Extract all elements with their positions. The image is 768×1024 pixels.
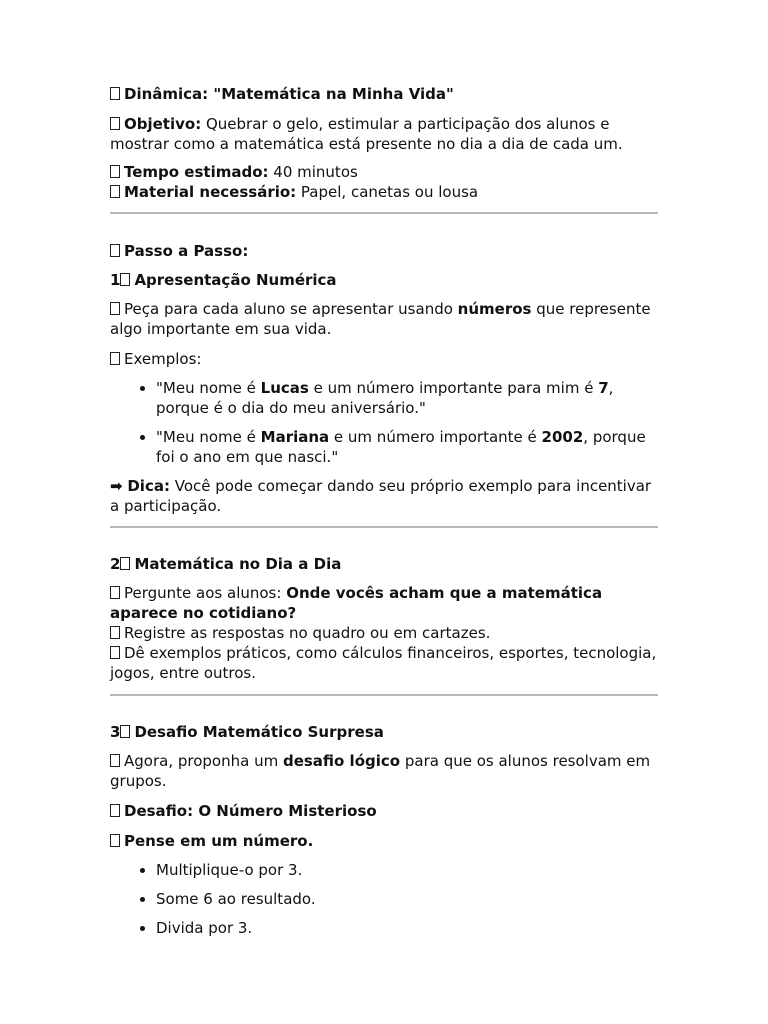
step3-heading: 3 Desafio Matemático Surpresa xyxy=(110,723,384,741)
list-item: • "Meu nome é Mariana e um número importante é 2002, porque foi o ano em que nasci." xyxy=(156,427,658,467)
keycap-icon xyxy=(120,557,130,570)
page-title: Dinâmica: "Matemática na Minha Vida" xyxy=(110,84,658,104)
step2-line: Dê exemplos práticos, como cálculos financeiros, esportes, tecnologia, jogos, entre outros. xyxy=(110,644,657,682)
glyph-icon xyxy=(110,754,120,767)
list-item: • Divida por 3. xyxy=(156,918,658,938)
step1-heading: 1 Apresentação Numérica xyxy=(110,271,337,289)
glyph-icon xyxy=(110,117,120,130)
divider xyxy=(110,526,658,528)
glyph-icon xyxy=(110,646,120,659)
material-line: Material necessário: Papel, canetas ou lousa xyxy=(110,182,658,202)
keycap-icon xyxy=(120,725,130,738)
glyph-icon xyxy=(110,185,120,198)
list-item: • "Meu nome é Lucas e um número importante para mim é 7, porque é o dia do meu aniversário." xyxy=(156,378,658,418)
document-content xyxy=(110,84,658,938)
glyph-icon xyxy=(110,302,120,315)
challenge-title: Desafio: O Número Misterioso xyxy=(110,801,658,821)
glyph-icon xyxy=(110,586,120,599)
step2-question: Pergunte aos alunos: Onde vocês acham que a matemática aparece no cotidiano? xyxy=(110,584,603,622)
glyph-icon xyxy=(110,352,120,365)
glyph-icon xyxy=(110,626,120,639)
time-line: Tempo estimado: 40 minutos xyxy=(110,162,658,182)
steps-list xyxy=(110,860,658,938)
glyph-icon xyxy=(110,87,120,100)
steps-heading: Passo a Passo: xyxy=(110,241,658,261)
step2-heading: 2 Matemática no Dia a Dia xyxy=(110,555,342,573)
keycap-icon xyxy=(120,273,130,286)
step2-line: Registre as respostas no quadro ou em cartazes. xyxy=(110,623,658,643)
list-item: • Some 6 ao resultado. xyxy=(156,889,658,909)
step1-intro: Peça para cada aluno se apresentar usando números que represente algo importante em sua vida. xyxy=(110,300,651,338)
step3-intro: Agora, proponha um desafio lógico para que os alunos resolvam em grupos. xyxy=(110,752,651,790)
glyph-icon xyxy=(110,244,120,257)
glyph-icon xyxy=(110,834,120,847)
examples-list xyxy=(110,378,658,467)
tip-paragraph: ➡ Dica: Você pode começar dando seu próprio exemplo para incentivar a participação. xyxy=(110,477,652,515)
objective-paragraph: Objetivo: Quebrar o gelo, estimular a participação dos alunos e mostrar como a matemática está presente no dia a dia de cada um. xyxy=(110,115,623,153)
arrow-right-icon: ➡ xyxy=(110,477,123,495)
glyph-icon xyxy=(110,165,120,178)
examples-label: Exemplos: xyxy=(110,349,658,369)
divider xyxy=(110,694,658,696)
think-line: Pense em um número. xyxy=(110,831,658,851)
glyph-icon xyxy=(110,804,120,817)
divider xyxy=(110,212,658,214)
list-item: • Multiplique-o por 3. xyxy=(156,860,658,880)
